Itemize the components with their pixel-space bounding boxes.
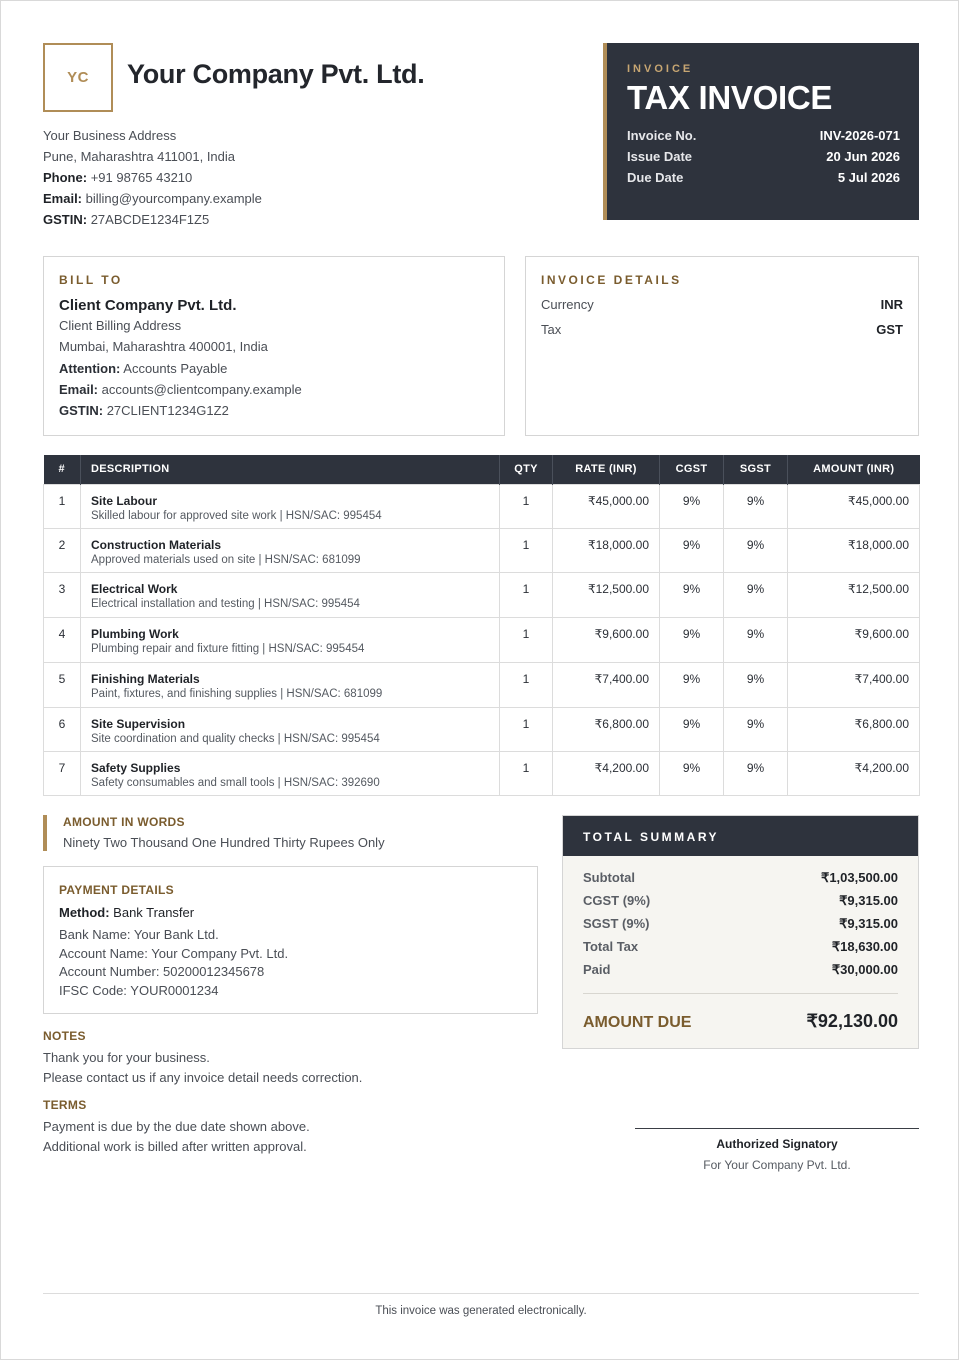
line-items-table	[43, 455, 920, 796]
summary-divider	[583, 993, 898, 994]
terms-title: TERMS	[43, 1098, 87, 1112]
row-rate: ₹12,500.00	[553, 572, 660, 617]
item-detail: Site coordination and quality checks | HSN/SAC: 995454	[91, 732, 380, 745]
currency-value: INR	[880, 297, 903, 312]
row-cgst: 9%	[660, 707, 724, 751]
notes-line: Thank you for your business.	[43, 1050, 210, 1065]
table-row	[44, 751, 920, 795]
item-name: Plumbing Work	[91, 626, 179, 641]
paid-value: ₹30,000.00	[831, 962, 898, 977]
item-name: Construction Materials	[91, 537, 222, 552]
footer-divider	[43, 1293, 919, 1294]
ifsc-code: IFSC Code: YOUR0001234	[59, 982, 219, 998]
due-date-row	[627, 170, 900, 185]
invoice-details-box	[525, 256, 919, 436]
payment-details-title: PAYMENT DETAILS	[59, 883, 174, 897]
row-sgst: 9%	[724, 617, 788, 662]
row-cgst: 9%	[660, 484, 724, 528]
notes-section	[43, 1029, 362, 1087]
terms-line: Additional work is billed after written approval.	[43, 1138, 307, 1154]
seller-email: billing@yourcompany.example	[85, 191, 262, 206]
row-qty: 1	[500, 528, 553, 572]
amount-in-words-value: Ninety Two Thousand One Hundred Thirty Rupees Only	[63, 835, 385, 850]
row-amount: ₹45,000.00	[788, 484, 920, 528]
client-attention-row	[59, 358, 489, 379]
client-gstin-label: GSTIN:	[59, 403, 104, 419]
summary-rows	[563, 856, 918, 978]
invoice-number: INV-2026-071	[819, 128, 900, 143]
payment-details-box	[43, 866, 538, 1014]
row-sgst: 9%	[724, 751, 788, 795]
row-cgst: 9%	[660, 662, 724, 707]
amount-in-words	[43, 815, 385, 851]
item-name: Safety Supplies	[91, 760, 181, 775]
issue-date-row	[627, 149, 900, 164]
client-info	[59, 315, 489, 421]
client-gstin: 27CLIENT1234G1Z2	[106, 403, 229, 419]
invoice-meta	[627, 128, 900, 185]
logo-initials: YC	[67, 69, 89, 86]
col-header-amount: AMOUNT (INR)	[788, 455, 920, 484]
row-number: 1	[44, 484, 81, 528]
row-amount: ₹7,400.00	[788, 662, 920, 707]
currency-row	[541, 297, 903, 312]
payment-method-label: Method:	[59, 905, 110, 920]
bank-name: Bank Name: Your Bank Ltd.	[59, 927, 219, 942]
row-cgst: 9%	[660, 572, 724, 617]
table-row	[44, 484, 920, 528]
subtotal-row	[583, 870, 898, 886]
tax-value: GST	[876, 322, 903, 337]
row-qty: 1	[500, 751, 553, 795]
row-sgst: 9%	[724, 572, 788, 617]
account-name: Account Name: Your Company Pvt. Ltd.	[59, 945, 289, 961]
terms-line: Payment is due by the due date shown above.	[43, 1119, 310, 1134]
client-email: accounts@clientcompany.example	[101, 381, 302, 397]
seller-email-label: Email:	[43, 191, 83, 206]
row-description	[81, 572, 500, 617]
row-amount: ₹4,200.00	[788, 751, 920, 795]
row-amount: ₹6,800.00	[788, 707, 920, 751]
amount-due-label: AMOUNT DUE	[583, 1014, 692, 1031]
table-row	[44, 572, 920, 617]
signatory-subtitle: For Your Company Pvt. Ltd.	[703, 1158, 851, 1172]
row-qty: 1	[500, 617, 553, 662]
invoice-header-panel	[603, 43, 919, 220]
sgst-value: ₹9,315.00	[839, 916, 898, 931]
col-header-sgst: SGST	[724, 455, 788, 484]
sgst-label: SGST (9%)	[583, 916, 650, 931]
client-attention-label: Attention:	[59, 360, 121, 376]
row-sgst: 9%	[724, 707, 788, 751]
total-tax-row	[583, 939, 898, 955]
paid-label: Paid	[583, 962, 611, 977]
item-detail: Paint, fixtures, and finishing supplies | HSN/SAC: 681099	[91, 687, 383, 700]
company-logo	[43, 43, 113, 112]
row-description	[81, 528, 500, 572]
row-description	[81, 662, 500, 707]
client-email-label: Email:	[59, 381, 99, 397]
item-detail: Skilled labour for approved site work | HSN/SAC: 995454	[91, 509, 382, 522]
company-name: Your Company Pvt. Ltd.	[127, 59, 425, 89]
invoice-number-row	[627, 128, 900, 143]
row-qty: 1	[500, 707, 553, 751]
row-description	[81, 751, 500, 795]
tax-row	[541, 322, 903, 337]
row-cgst: 9%	[660, 751, 724, 795]
row-sgst: 9%	[724, 484, 788, 528]
currency-label: Currency	[541, 297, 594, 312]
row-sgst: 9%	[724, 528, 788, 572]
row-description	[81, 707, 500, 751]
client-name: Client Company Pvt. Ltd.	[59, 297, 237, 314]
row-sgst: 9%	[724, 662, 788, 707]
seller-address-line2: Pune, Maharashtra 411001, India	[43, 149, 236, 164]
item-name: Site Supervision	[91, 716, 186, 731]
bill-to-title: BILL TO	[59, 273, 123, 287]
subtotal-value: ₹1,03,500.00	[821, 870, 898, 885]
payment-method: Bank Transfer	[113, 905, 195, 920]
sgst-row	[583, 916, 898, 932]
subtotal-label: Subtotal	[583, 870, 635, 885]
due-date-label: Due Date	[627, 170, 684, 185]
signature-line	[635, 1128, 919, 1129]
bank-info	[59, 926, 522, 1000]
table-header-row	[44, 455, 920, 484]
invoice-title: TAX INVOICE	[627, 79, 833, 116]
client-address-line1: Client Billing Address	[59, 318, 182, 333]
notes-title: NOTES	[43, 1029, 86, 1043]
col-header-rate: RATE (INR)	[553, 455, 660, 484]
invoice-details-title: INVOICE DETAILS	[541, 273, 682, 287]
row-rate: ₹18,000.00	[553, 528, 660, 572]
total-summary-title: TOTAL SUMMARY	[563, 816, 918, 856]
row-number: 4	[44, 617, 81, 662]
issue-date: 20 Jun 2026	[826, 149, 900, 164]
item-name: Site Labour	[91, 493, 158, 508]
paid-row	[583, 962, 898, 978]
table-row	[44, 617, 920, 662]
terms-section	[43, 1098, 310, 1156]
row-amount: ₹18,000.00	[788, 528, 920, 572]
table-row	[44, 707, 920, 751]
row-rate: ₹4,200.00	[553, 751, 660, 795]
signatory-title: Authorized Signatory	[716, 1137, 838, 1151]
table-row	[44, 662, 920, 707]
footer-note: This invoice was generated electronically.	[375, 1305, 587, 1317]
item-detail: Electrical installation and testing | HSN/SAC: 995454	[91, 597, 360, 610]
invoice-kicker: INVOICE	[627, 63, 694, 75]
account-number: Account Number: 50200012345678	[59, 964, 265, 979]
seller-phone-row	[43, 167, 262, 188]
client-address-line2: Mumbai, Maharashtra 400001, India	[59, 339, 268, 355]
row-number: 5	[44, 662, 81, 707]
cgst-label: CGST (9%)	[583, 893, 651, 908]
amount-due-row	[583, 1011, 898, 1032]
row-number: 2	[44, 528, 81, 572]
seller-gstin-row	[43, 209, 262, 230]
seller-info	[43, 125, 262, 230]
client-attention: Accounts Payable	[123, 360, 228, 376]
total-tax-label: Total Tax	[583, 939, 639, 954]
row-amount: ₹9,600.00	[788, 617, 920, 662]
seller-email-row	[43, 188, 262, 209]
amount-in-words-title: AMOUNT IN WORDS	[63, 815, 185, 829]
item-detail: Approved materials used on site | HSN/SAC: 681099	[91, 553, 361, 566]
bill-to-box	[43, 256, 505, 436]
row-rate: ₹9,600.00	[553, 617, 660, 662]
col-header-number: #	[44, 455, 81, 484]
item-name: Electrical Work	[91, 581, 178, 596]
notes-line: Please contact us if any invoice detail needs correction.	[43, 1069, 363, 1085]
row-cgst: 9%	[660, 617, 724, 662]
invoice-number-label: Invoice No.	[627, 128, 697, 143]
total-tax-value: ₹18,630.00	[831, 939, 898, 954]
col-header-qty: QTY	[500, 455, 553, 484]
cgst-row	[583, 893, 898, 909]
client-email-row	[59, 379, 489, 400]
row-description	[81, 617, 500, 662]
row-rate: ₹6,800.00	[553, 707, 660, 751]
row-number: 6	[44, 707, 81, 751]
item-detail: Safety consumables and small tools | HSN/SAC: 392690	[91, 776, 380, 789]
row-amount: ₹12,500.00	[788, 572, 920, 617]
due-date: 5 Jul 2026	[837, 170, 900, 185]
notes-lines	[43, 1048, 362, 1087]
table-row	[44, 528, 920, 572]
row-qty: 1	[500, 484, 553, 528]
amount-due-value: ₹92,130.00	[806, 1011, 898, 1031]
total-summary-box	[562, 815, 919, 1049]
row-cgst: 9%	[660, 528, 724, 572]
cgst-value: ₹9,315.00	[839, 893, 898, 908]
row-rate: ₹7,400.00	[553, 662, 660, 707]
seller-phone-label: Phone:	[43, 170, 88, 185]
row-description	[81, 484, 500, 528]
row-rate: ₹45,000.00	[553, 484, 660, 528]
row-qty: 1	[500, 662, 553, 707]
tax-label: Tax	[541, 322, 562, 337]
seller-phone: +91 98765 43210	[90, 170, 193, 185]
row-number: 3	[44, 572, 81, 617]
seller-gstin: 27ABCDE1234F1Z5	[90, 212, 210, 227]
terms-lines	[43, 1117, 310, 1156]
col-header-description: DESCRIPTION	[81, 455, 500, 484]
row-qty: 1	[500, 572, 553, 617]
item-detail: Plumbing repair and fixture fitting | HSN/SAC: 995454	[91, 642, 365, 655]
col-header-cgst: CGST	[660, 455, 724, 484]
payment-method-row	[59, 905, 522, 920]
seller-address-line1: Your Business Address	[43, 128, 177, 143]
client-gstin-row	[59, 400, 489, 421]
item-name: Finishing Materials	[91, 671, 200, 686]
issue-date-label: Issue Date	[627, 149, 693, 164]
seller-gstin-label: GSTIN:	[43, 212, 88, 227]
row-number: 7	[44, 751, 81, 795]
